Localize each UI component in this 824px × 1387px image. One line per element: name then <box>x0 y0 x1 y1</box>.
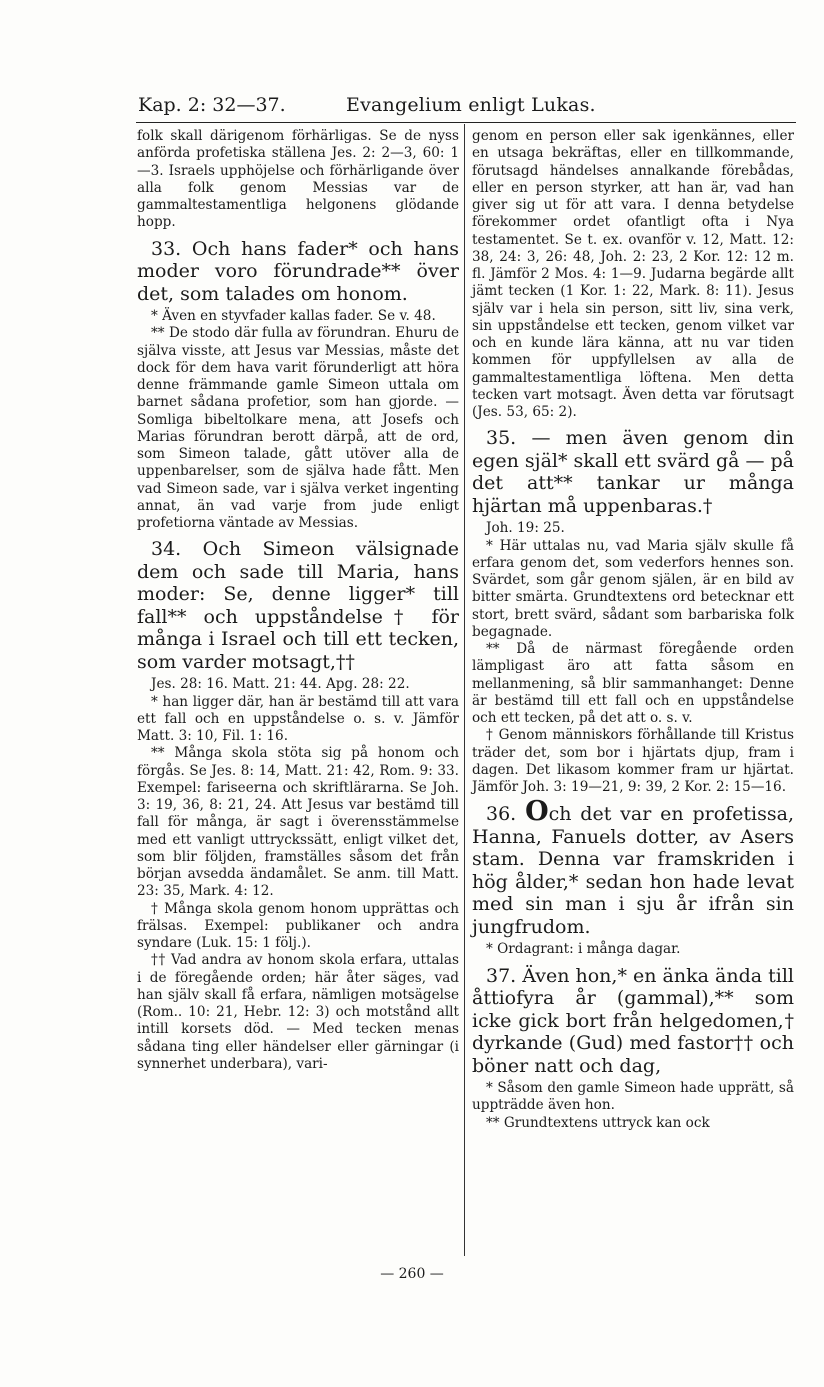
footnote: * Såsom den gamle Simeon hade upprätt, så uppträdde även hon. <box>472 1080 794 1114</box>
footnote: †† Vad andra av honom skola erfara, uttalas i de föregående orden; här åter säges, vad han själv skall få erfara, nämligen motsägelse (Rom.. 10: 21, Hebr. 12: 3) och motstånd allt intill korsets död. — Med tecken menas sådana ting eller händelser eller gärningar (i synnerhet underbara), vari- <box>137 952 459 1072</box>
verse-34: 34. Och Simeon välsignade dem och sade till Maria, hans moder: Se, denne ligger* till fall** och uppståndelse† för många i Israel och till ett tecken, som varder motsagt,†† <box>137 538 459 673</box>
drop-initial: O <box>525 796 549 828</box>
footnote: ** De stodo där fulla av förundran. Ehuru de själva visste, att Jesus var Messias, måste det dock för dem hava varit förunderligt att höra denne främmande gamle Simeon uttala om barnet sådana profetior, som han gjorde. — Somliga bibeltolkare mena, att Josefs och Marias förundran berott därpå, att de ord, som Simeon talade, gått utöver alla de uppenbarelser, som de själva hade fått. Men vad Simeon sade, var i själva verket ingenting annat, än vad varje from jude enligt profetiorna väntade av Messias. <box>137 325 459 531</box>
cross-reference: Jes. 28: 16. Matt. 21: 44. Apg. 28: 22. <box>151 676 410 693</box>
footnote: * Här uttalas nu, vad Maria själv skulle få erfara genom det, som vederfors hennes son. Svärdet, som går genom själen, är en bild av bitter smärta. Grundtextens ord betecknar ett stort, brett svärd, sådant som barbariska folk begagnade. <box>472 537 794 640</box>
page-header <box>136 90 796 123</box>
footnote: * Även en styvfader kallas fader. Se v. 48. <box>151 308 436 324</box>
verse-36 <box>472 796 794 938</box>
verse-text: ch det var en profetissa, Hanna, Fanuels dotter, av Asers stam. Denna var framskriden i hög ålder,* sedan hon hade levat med sin man i sju år ifrån sin jungfrudom. <box>472 803 794 938</box>
footnote: * han ligger där, han är bestämd till att vara ett fall och en uppståndelse o. s. v. Jämför Matt. 3: 10, Fil. 1: 16. <box>137 693 459 744</box>
verse-35: 35. — men även genom din egen själ* skall ett svärd gå — på det att** tankar ur många hjärtan må uppenbaras.† <box>472 427 795 517</box>
continuation-text: genom en person eller sak igenkännes, eller en utsaga bekräftas, eller en tillkommande, förutsagd händelses annalkande förebådas, eller en person styrker, att han är, vad han giver sig ut för att vara. I denna betydelse förekommer ordet ofantligt ofta i Nya testamentet. Se t. ex. ovanför v. 12, Matt. 12: 38, 24: 3, 26: 48, Joh. 2: 23, 2 Kor. 12: 12 m. fl. Jämför 2 Mos. 4: 1—9. Judarna begärde allt jämt tecken (1 Kor. 1: 22, Mark. 8: 11). Jesus själv var i hela sin person, sitt liv, sina verk, sin uppståndelse ett tecken, genom vilket var och en kunde lära känna, att nu var tiden kommen för uppfyllelsen av alla de gammaltestamentliga löftena. Men detta tecken vart motsagt. Även detta var förutsagt (Jes. 53, 65: 2). <box>472 128 794 420</box>
footnote: ** Grundtextens uttryck kan ock <box>486 1114 710 1131</box>
footnote: ** Många skola stöta sig på honom och förgås. Se Jes. 8: 14, Matt. 21: 42, Rom. 9: 33. Exempel: fariseerna och skriftlärarna. Se Joh. 3: 19, 36, 8: 21, 24. Att Jesus var bestämd till fall för många, är sagt i överensstämmelse med ett vanligt uttryckssätt, enligt vilket det, som blir följden, framställes såsom det från början avsedda ändamålet. Se anm. till Matt. 23: 35, Mark. 4: 12. <box>137 745 459 900</box>
cross-reference: Joh. 19: 25. <box>486 520 565 537</box>
column-divider <box>464 124 465 1256</box>
verse-33: 33. Och hans fader* och hans moder voro förundrade** över det, som talades om honom. <box>137 237 459 305</box>
left-column <box>137 128 459 1073</box>
footnote: † Många skola genom honom upprättas och frälsas. Exempel: publikaner och andra syndare (Luk. 15: 1 följ.). <box>137 900 459 951</box>
chapter-reference: Kap. 2: 32—37. <box>138 94 286 116</box>
footnote: † Genom människors förhållande till Kristus träder det, som bor i hjärtats djup, fram i dagen. Det likasom kommer fram ur hjärtat. Jämför Joh. 3: 19—21, 9: 39, 2 Kor. 2: 15—16. <box>472 727 794 795</box>
footnote: * Ordagrant: i många dagar. <box>486 941 681 958</box>
continuation-text: folk skall därigenom förhärligas. Se de nyss anförda profetiska ställena Jes. 2: 2—3, 60: 1—3. Israels upphöjelse och förhärligande över alla folk genom Messias var de gammaltestamentliga helgonens glödande hopp. <box>137 128 459 231</box>
verse-37: 37. Även hon,* en änka ända till åttiofyra år (gammal),** som icke gick bort från helgedomen,† dyrkande (Gud) med fastor†† och böner natt och dag, <box>472 964 794 1077</box>
footnote: ** Då de närmast föregående orden lämpligast äro att fatta såsom en mellanmening, så blir sammanhanget: Denne är bestämd till ett fall och en uppståndelse och ett tecken, på det att o. s. v. <box>472 641 794 726</box>
page-number: — 260 — <box>380 1266 444 1282</box>
right-column <box>472 128 794 1132</box>
book-title: Evangelium enligt Lukas. <box>346 94 596 116</box>
verse-number: 36. <box>486 803 517 826</box>
